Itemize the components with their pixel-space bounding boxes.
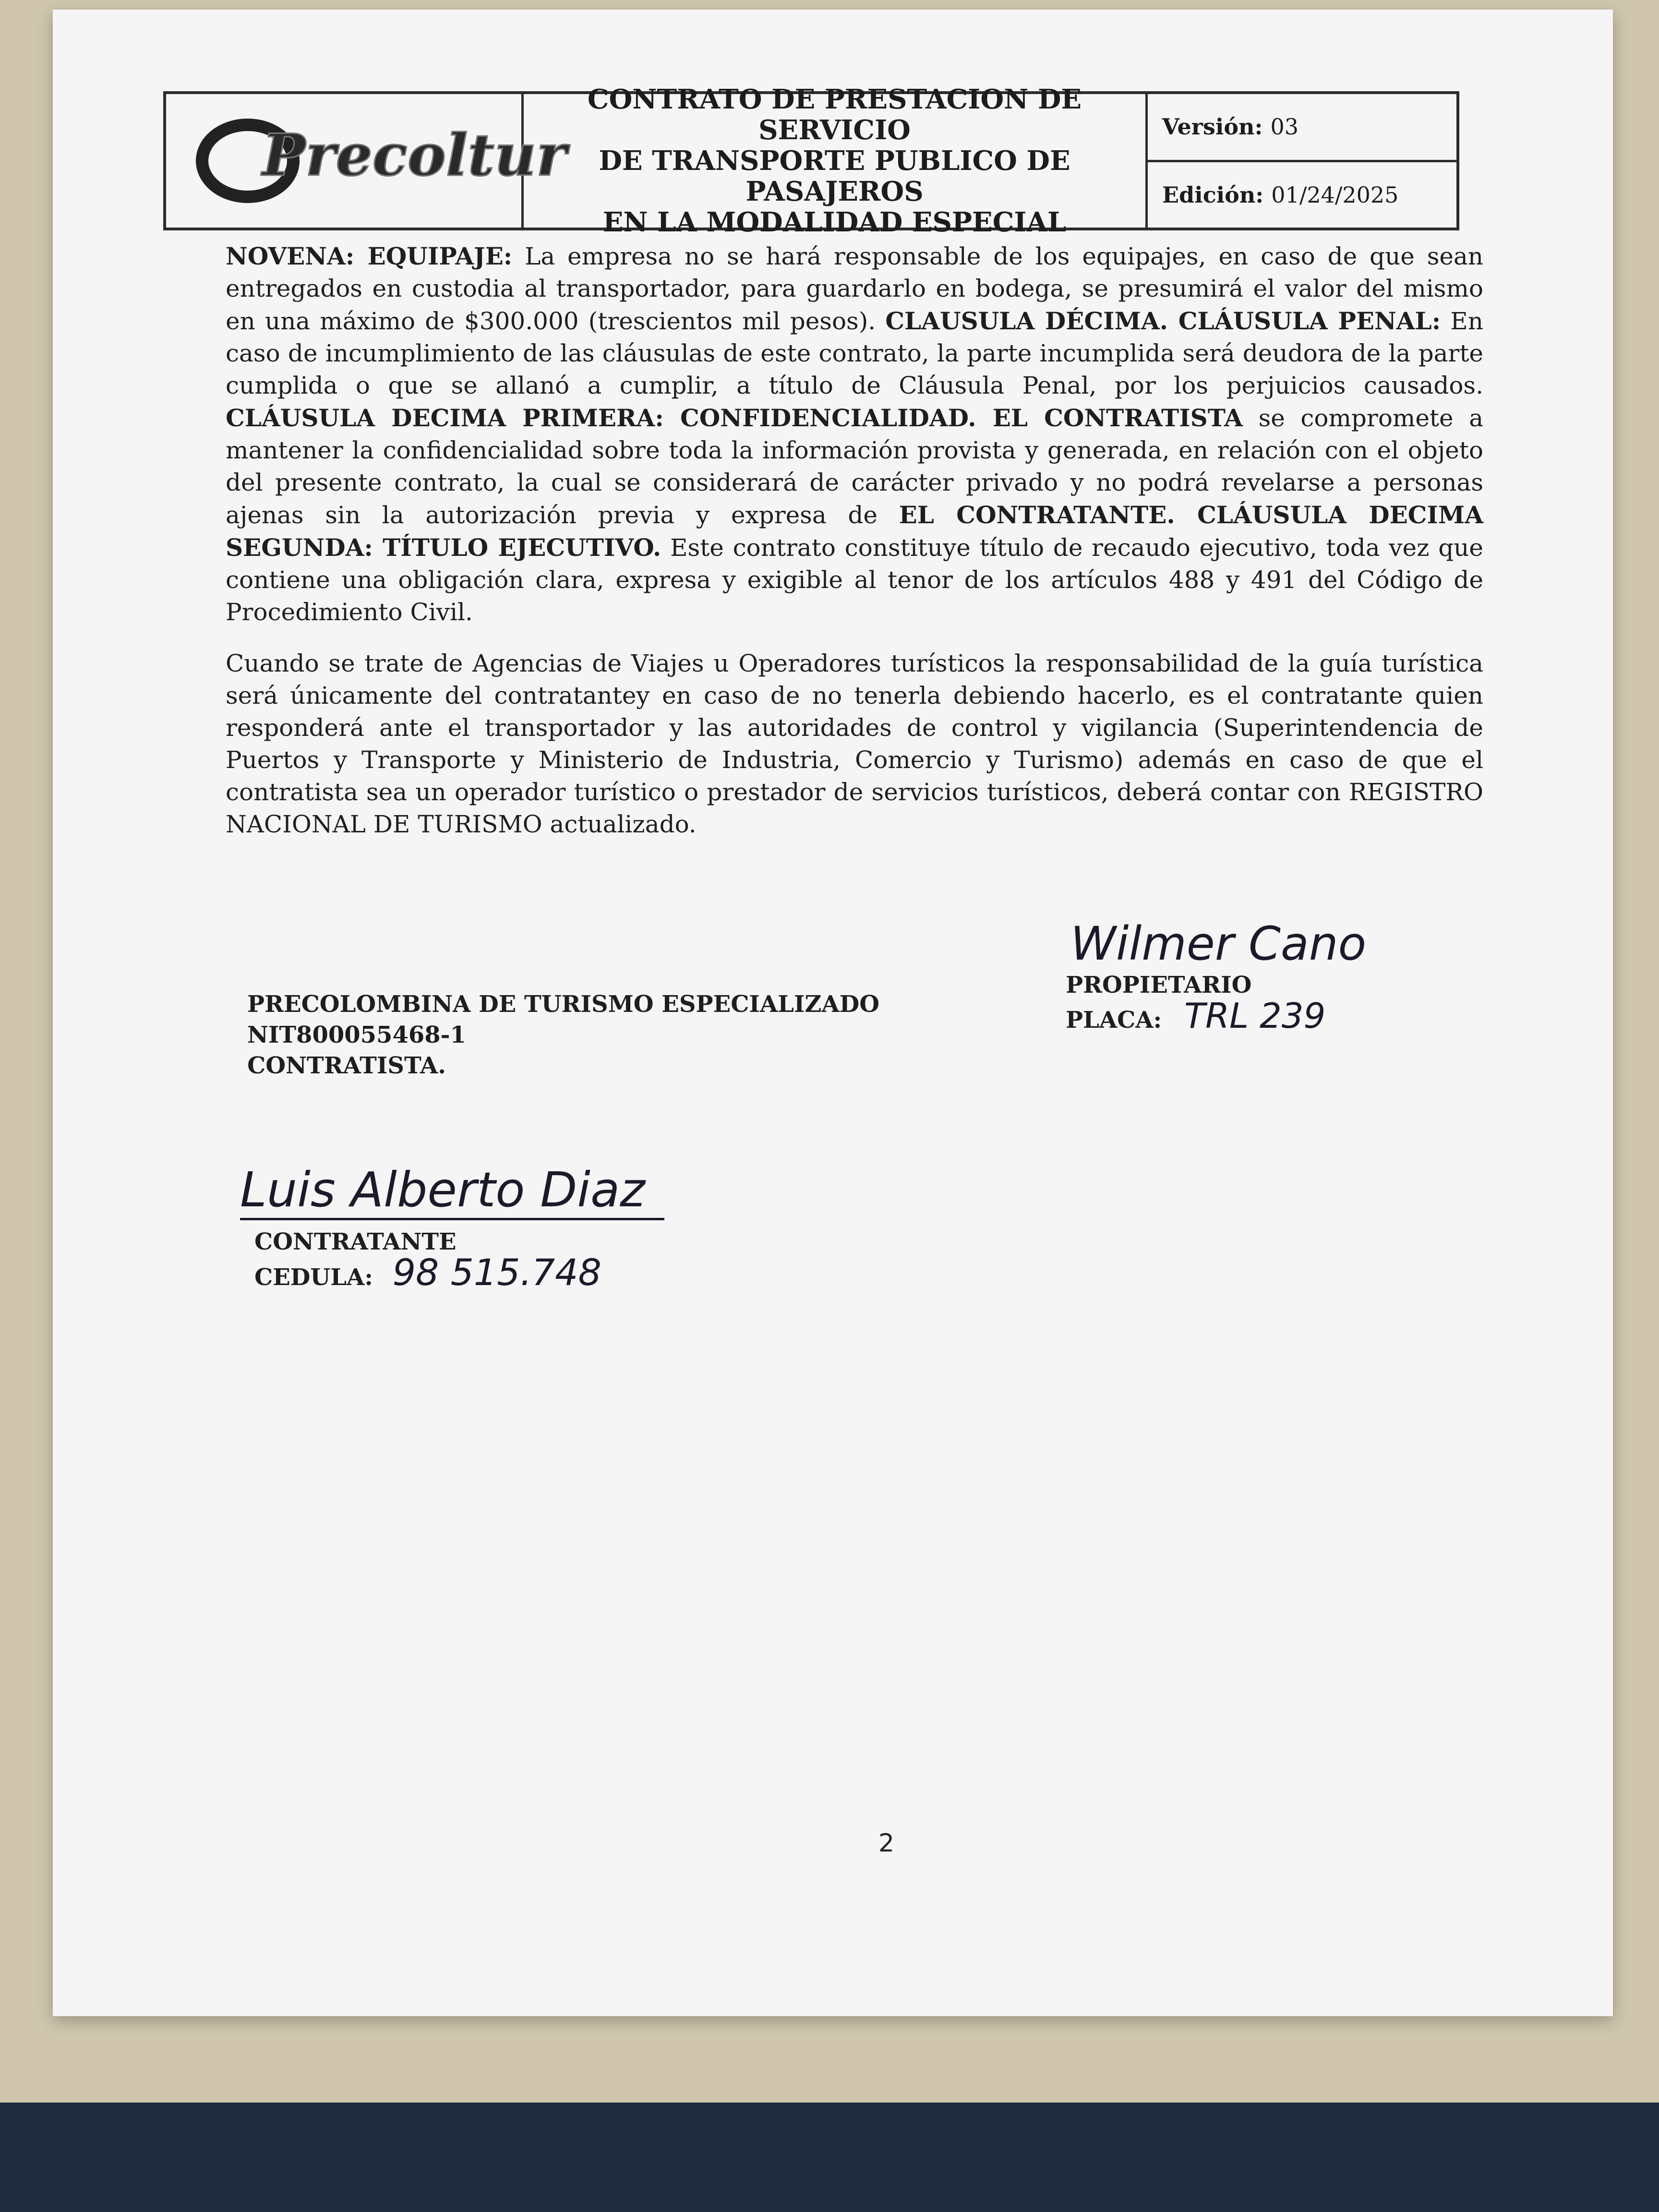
clause-text: En caso de incumplimiento de las cláusulas de este contrato, la parte incumplida será deudora de la parte cumplida o que se allanó a cumplir, a título de Cláusula Penal, por los perjuicios causados. (226, 307, 1483, 399)
clause-text: Este contrato constituye título de recaudo ejecutivo, toda vez que contiene una obligación clara, expresa y exigible al tenor de los artículos 488 y 491 del Código de Procedimiento Civil. (226, 534, 1483, 626)
contract-body (226, 240, 1483, 860)
contratista-block (247, 989, 879, 1081)
document-title (524, 84, 1148, 238)
cedula-value: 98 515.748 (392, 1251, 601, 1294)
contratista-nit: NIT800055468-1 (247, 1022, 466, 1048)
version-label: Versión: (1162, 114, 1263, 140)
contratante-block (254, 1226, 601, 1293)
svg-text:Precoltur: Precoltur (262, 121, 567, 189)
background-floor (0, 2103, 1659, 2212)
propietario-signature: Wilmer Cano (1070, 917, 1367, 971)
clause-heading: CLAUSULA DÉCIMA. CLÁUSULA PENAL: (885, 307, 1441, 335)
agencies-paragraph: Cuando se trate de Agencias de Viajes u Operadores turísticos la responsabilidad de la guía turística será únicamente del contratantey en caso de no tenerla debiendo hacerlo, es el contratante quien responderá ante el transportador y las autoridades de control y vigilancia (Superintendencia de Puertos y Transporte y Ministerio de Industria, Comercio y Turismo) además en caso de que el contratista sea un operador turístico o prestador de servicios turísticos, deberá contar con REGISTRO NACIONAL DE TURISMO actualizado. (226, 649, 1483, 838)
clause-heading: NOVENA: EQUIPAJE: (226, 242, 513, 270)
contratista-company: PRECOLOMBINA DE TURISMO ESPECIALIZADO (247, 991, 880, 1018)
page-number: 2 (878, 1829, 895, 1858)
title-line-2: DE TRANSPORTE PUBLICO DE PASAJEROS (599, 145, 1070, 207)
document-meta (1148, 94, 1456, 228)
contratante-signature: Luis Alberto Diaz (240, 1162, 664, 1220)
edition-value: 01/24/2025 (1271, 181, 1399, 208)
clause-text: La empresa no se hará responsable de los equipajes, en caso de que sean entregados en custodia al transportador, para guardarlo en bodega, se presumirá el valor del mismo en una máximo de $300.000 (trescientos mil pesos). (226, 242, 1484, 335)
document-header (163, 84, 1459, 238)
clause-heading: EL CONTRATANTE. CLÁUSULA DECIMA SEGUNDA: TÍTULO EJECUTIVO. (226, 501, 1484, 562)
title-line-3: EN LA MODALIDAD ESPECIAL (602, 206, 1067, 238)
placa-line (1066, 996, 1326, 1036)
propietario-block (1066, 970, 1325, 1035)
edition-cell (1148, 160, 1456, 228)
clause-text: se compromete a mantener la confidencialidad sobre toda la información provista y generada, en relación con el objeto del presente contrato, la cual se considerará de carácter privado y no podrá revelarse a personas ajenas sin la autorización previa y expresa de (226, 404, 1484, 529)
clauses-paragraph (226, 240, 1483, 628)
edition-label: Edición: (1162, 181, 1264, 208)
title-line-1: CONTRATO DE PRESTACION DE SERVICIO (587, 84, 1082, 146)
contratante-role: CONTRATANTE (254, 1228, 457, 1255)
clause-heading: CLÁUSULA DECIMA PRIMERA: CONFIDENCIALIDAD. EL CONTRATISTA (226, 404, 1243, 432)
version-cell (1148, 94, 1456, 160)
logo-graphic (190, 108, 567, 214)
propietario-role: PROPIETARIO (1066, 972, 1252, 998)
contratista-role: CONTRATISTA. (247, 1052, 446, 1079)
placa-value: TRL 239 (1184, 996, 1326, 1036)
cedula-label: CEDULA: (254, 1264, 373, 1291)
version-value: 03 (1270, 114, 1298, 140)
company-logo (166, 94, 567, 228)
cedula-line (254, 1251, 601, 1294)
placa-label: PLACA: (1066, 1007, 1162, 1034)
